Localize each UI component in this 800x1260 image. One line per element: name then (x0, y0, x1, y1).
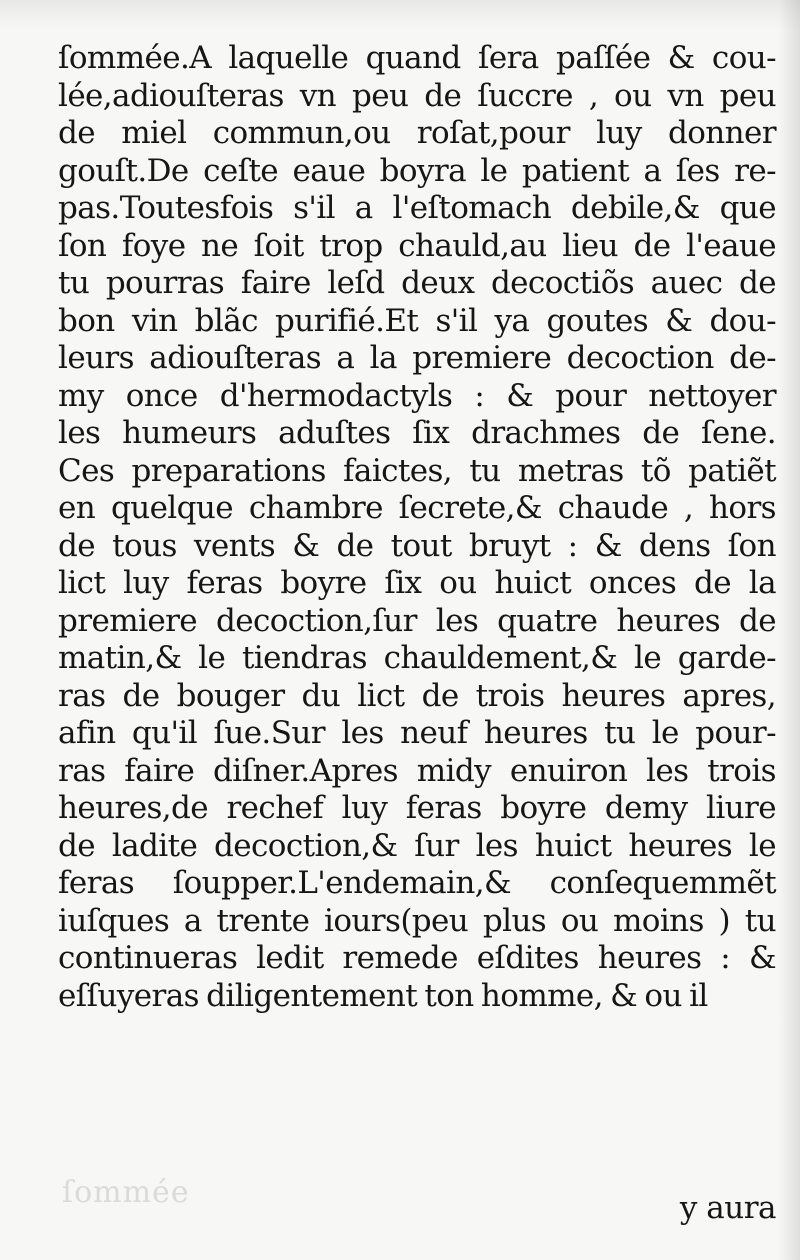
text-line-12: Ces preparations faictes, tu metras tõ patiẽt (58, 452, 776, 489)
text-line-26: eſſuyeras diligentement ton homme, & ou il (58, 977, 708, 1014)
text-line-4: gouſt.De ceſte eaue boyra le patient a ſes re- (58, 152, 776, 189)
text-line-13: en quelque chambre ſecrete,& chaude , hors (58, 490, 776, 526)
text-line-5: pas.Toutesfois s'il a l'eſtomach debile,& que (58, 190, 776, 226)
show-through-text: ſommée (62, 1175, 190, 1210)
text-line-14: de tous vents & de tout bruyt : & dens ſon (58, 527, 776, 564)
text-line-24: iuſques a trente iours(peu plus ou moins ) tu (58, 902, 776, 939)
text-line-6: ſon foye ne ſoit trop chauld,au lieu de l'eaue (58, 227, 776, 264)
page-gutter-shadow (778, 0, 800, 1260)
text-line-25: continueras ledit remede eſdites heures : & (58, 940, 776, 976)
body-text (58, 40, 776, 1015)
text-line-10: my once d'hermodactyls : & pour nettoyer (58, 377, 776, 414)
text-line-15: lict luy feras boyre ſix ou huict onces de la (58, 565, 776, 601)
catchword: y aura (679, 1190, 776, 1226)
text-line-8: bon vin blãc purifié.Et s'il ya goutes & dou- (58, 302, 776, 339)
text-line-16: premiere decoction,ſur les quatre heures de (58, 602, 776, 639)
text-line-3: de miel commun,ou roſat,pour luy donner (58, 115, 776, 151)
text-line-18: ras de bouger du lict de trois heures apres, (58, 677, 776, 714)
text-line-22: de ladite decoction,& ſur les huict heures le (58, 827, 776, 864)
text-line-1: ſommée.A laquelle quand ſera paſſée & cou- (58, 40, 776, 76)
text-line-11: les humeurs aduſtes ſix drachmes de ſene. (58, 415, 776, 451)
text-line-17: matin,& le tiendras chauldement,& le garde- (58, 640, 776, 676)
text-line-19: afin qu'il ſue.Sur les neuf heures tu le pour- (58, 715, 776, 751)
text-line-7: tu pourras faire leſd deux decoctiõs auec de (58, 265, 776, 301)
page-top-shadow (0, 0, 800, 30)
text-line-2: lée,adiouſteras vn peu de ſuccre , ou vn peu (58, 77, 776, 114)
text-line-9: leurs adiouſteras a la premiere decoction de- (58, 340, 776, 376)
text-line-20: ras faire diſner.Apres midy enuiron les trois (58, 752, 776, 789)
text-line-23: feras ſoupper.L'endemain,& conſequemmẽt (58, 865, 776, 901)
text-line-21: heures,de rechef luy feras boyre demy liure (58, 790, 776, 826)
